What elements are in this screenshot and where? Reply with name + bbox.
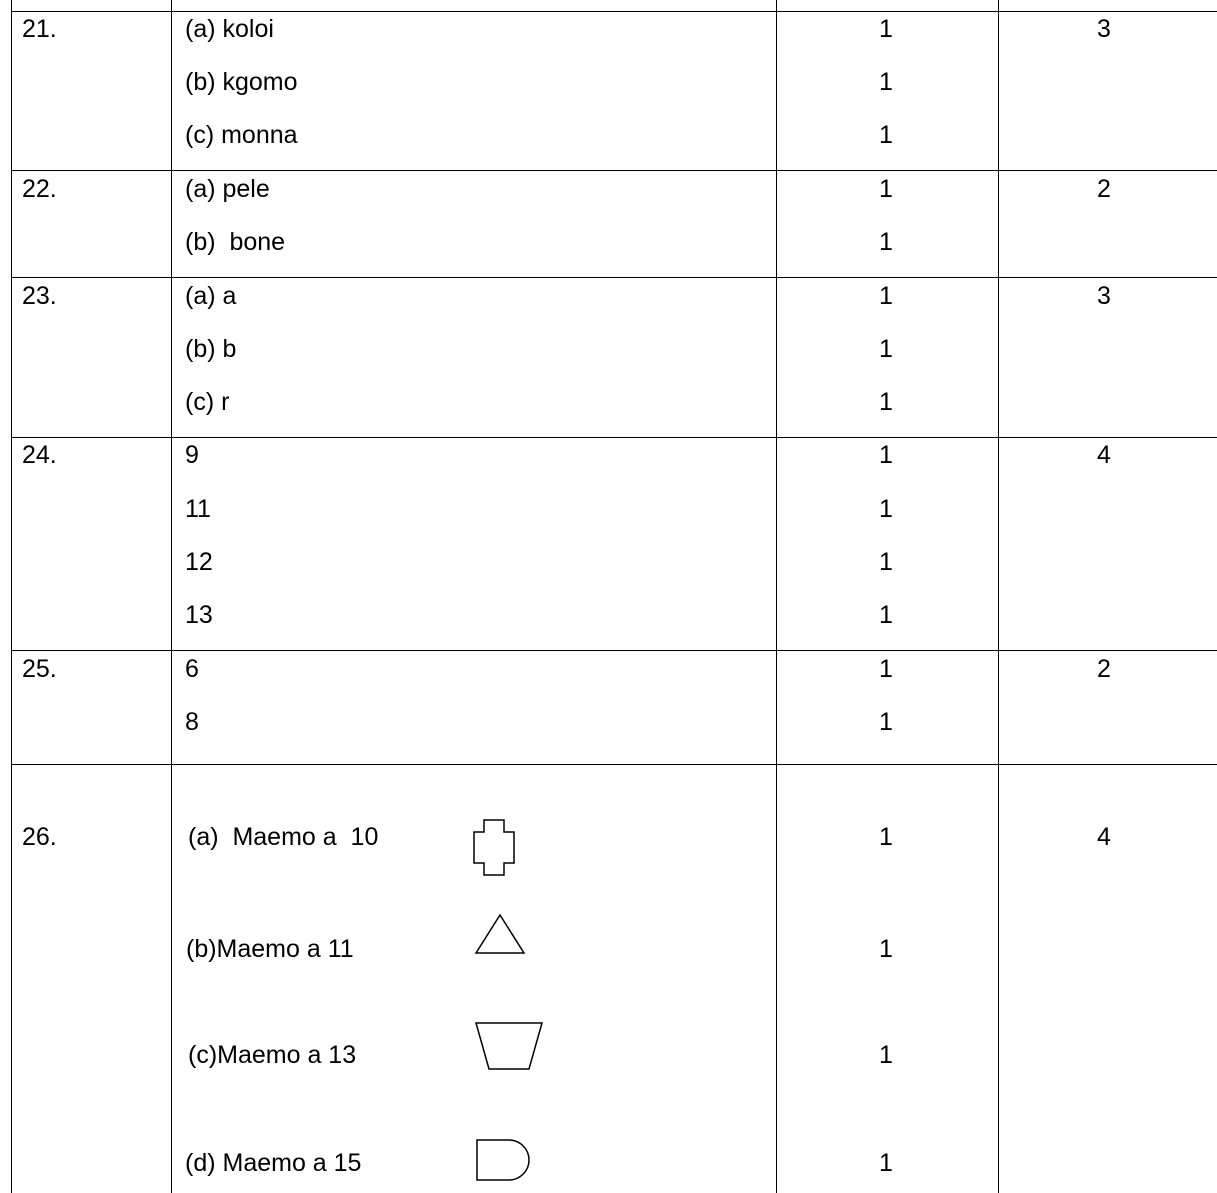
column-divider-answer [776,0,777,1193]
answer-mark: 1 [879,495,893,523]
answer-mark: 1 [879,1149,893,1177]
row-divider [11,170,1217,171]
answer-text: 8 [185,708,199,736]
question-total: 2 [1097,175,1111,203]
row-divider [11,437,1217,438]
answer-mark: 1 [879,823,893,851]
question-number: 21. [22,15,57,43]
answer-mark: 1 [879,601,893,629]
question-total: 4 [1097,823,1111,851]
table-left-border [11,0,12,1193]
answer-mark: 1 [879,121,893,149]
answer-text: (b) b [185,335,237,363]
answer-text: (a) koloi [185,15,274,43]
answer-mark: 1 [879,388,893,416]
answer-text: 12 [185,548,213,576]
answer-text: 9 [185,441,199,469]
answer-mark: 1 [879,335,893,363]
question-total: 4 [1097,441,1111,469]
answer-mark: 1 [879,935,893,963]
answer-mark: 1 [879,15,893,43]
answer-mark: 1 [879,175,893,203]
answer-text: (c)Maemo a 13 [188,1041,357,1069]
row-divider [11,277,1217,278]
answer-text: (d) Maemo a 15 [185,1149,362,1177]
column-divider-question [171,0,172,1193]
question-number: 25. [22,655,57,683]
answer-mark: 1 [879,441,893,469]
answer-text: (c) monna [185,121,298,149]
answer-mark: 1 [879,68,893,96]
question-number: 23. [22,282,57,310]
d-shape-icon [475,1138,531,1182]
question-number: 22. [22,175,57,203]
answer-text: (b)Maemo a 11 [186,935,354,963]
row-divider [11,650,1217,651]
answer-text: 13 [185,601,213,629]
triangle-icon [474,913,526,955]
question-total: 2 [1097,655,1111,683]
answer-mark: 1 [879,282,893,310]
answer-text: 11 [185,495,211,523]
question-total: 3 [1097,15,1111,43]
row-divider [11,11,1217,12]
answer-text: (b) bone [185,228,286,256]
row-divider [11,764,1217,765]
column-divider-mark [998,0,999,1193]
answer-mark: 1 [879,1041,893,1069]
answer-text: 6 [185,655,199,683]
answer-text: (a) pele [185,175,270,203]
answer-text: (b) kgomo [185,68,298,96]
question-number: 24. [22,441,57,469]
question-number: 26. [22,823,57,851]
answer-text: (c) r [185,388,230,416]
trapezoid-icon [474,1021,544,1071]
answer-text: (a) Maemo a 10 [188,823,379,851]
cross-icon [472,819,516,877]
answer-mark: 1 [879,708,893,736]
answer-mark: 1 [879,655,893,683]
answer-text: (a) a [185,282,237,310]
answer-mark: 1 [879,548,893,576]
question-total: 3 [1097,282,1111,310]
answer-mark: 1 [879,228,893,256]
